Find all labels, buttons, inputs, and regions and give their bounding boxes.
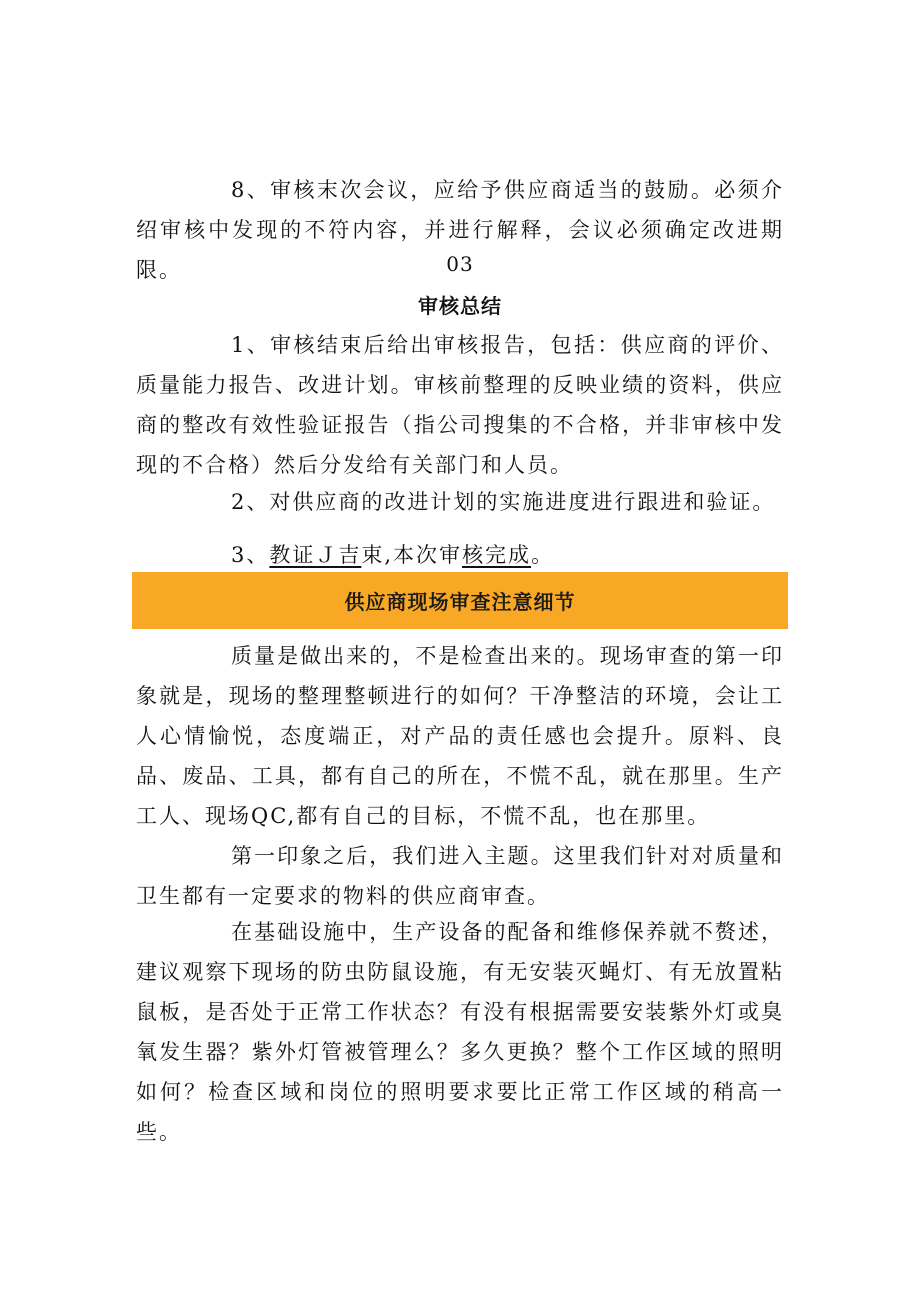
item3-text-2: 束,本次审 (361, 543, 463, 567)
item3-underlined-text-1: 教证Ｊ吉 (269, 543, 362, 567)
item3-prefix: 3、 (231, 543, 270, 567)
audit-complete-paragraph (136, 535, 784, 575)
item3-underlined-text-2: 核完成 (462, 543, 532, 567)
audit-report-paragraph: 1、审核结束后给出审核报告，包括：供应商的评价、质量能力报告、改进计划。审核前整理的反映业绩的资料，供应商的整改有效性验证报告（指公司搜集的不合格，并非审核中发现的不合格）然后分发给有关部门和人员。 (136, 333, 784, 477)
section-number: 03 (446, 252, 474, 276)
topic-intro-paragraph: 第一印象之后，我们进入主题。这里我们针对对质量和卫生都有一定要求的物料的供应商审查。 (136, 844, 784, 908)
audit-closing-meeting-paragraph: 8、审核末次会议，应给予供应商适当的鼓励。必须介绍审核中发现的不符内容，并进行解释，会议必须确定改进期限。 (136, 178, 784, 282)
section-title: 审核总结 (418, 294, 502, 318)
banner-title: 供应商现场审查注意细节 (344, 590, 576, 614)
first-impression-paragraph: 质量是做出来的，不是检查出来的。现场审查的第一印象就是，现场的整理整顿进行的如何？干净整洁的环境，会让工人心情愉悦，态度端正，对产品的责任感也会提升。原料、良品、废品、工具，都有自己的所在，不慌不乱，就在那里。生产工人、现场QC,都有自己的目标，不慌不乱，也在那里。 (136, 644, 784, 828)
section-banner (132, 572, 788, 629)
improvement-followup-paragraph: 2、对供应商的改进计划的实施进度进行跟进和验证。 (231, 490, 776, 514)
item3-suffix: 。 (531, 543, 555, 567)
infrastructure-paragraph: 在基础设施中，生产设备的配备和维修保养就不赘述，建议观察下现场的防虫防鼠设施，有无安装灭蝇灯、有无放置粘鼠板，是否处于正常工作状态？有没有根据需要安装紫外灯或臭氧发生器？紫外灯管被管理么？多久更换？整个工作区域的照明如何？检查区域和岗位的照明要求要比正常工作区域的稍高一些。 (136, 920, 784, 1144)
